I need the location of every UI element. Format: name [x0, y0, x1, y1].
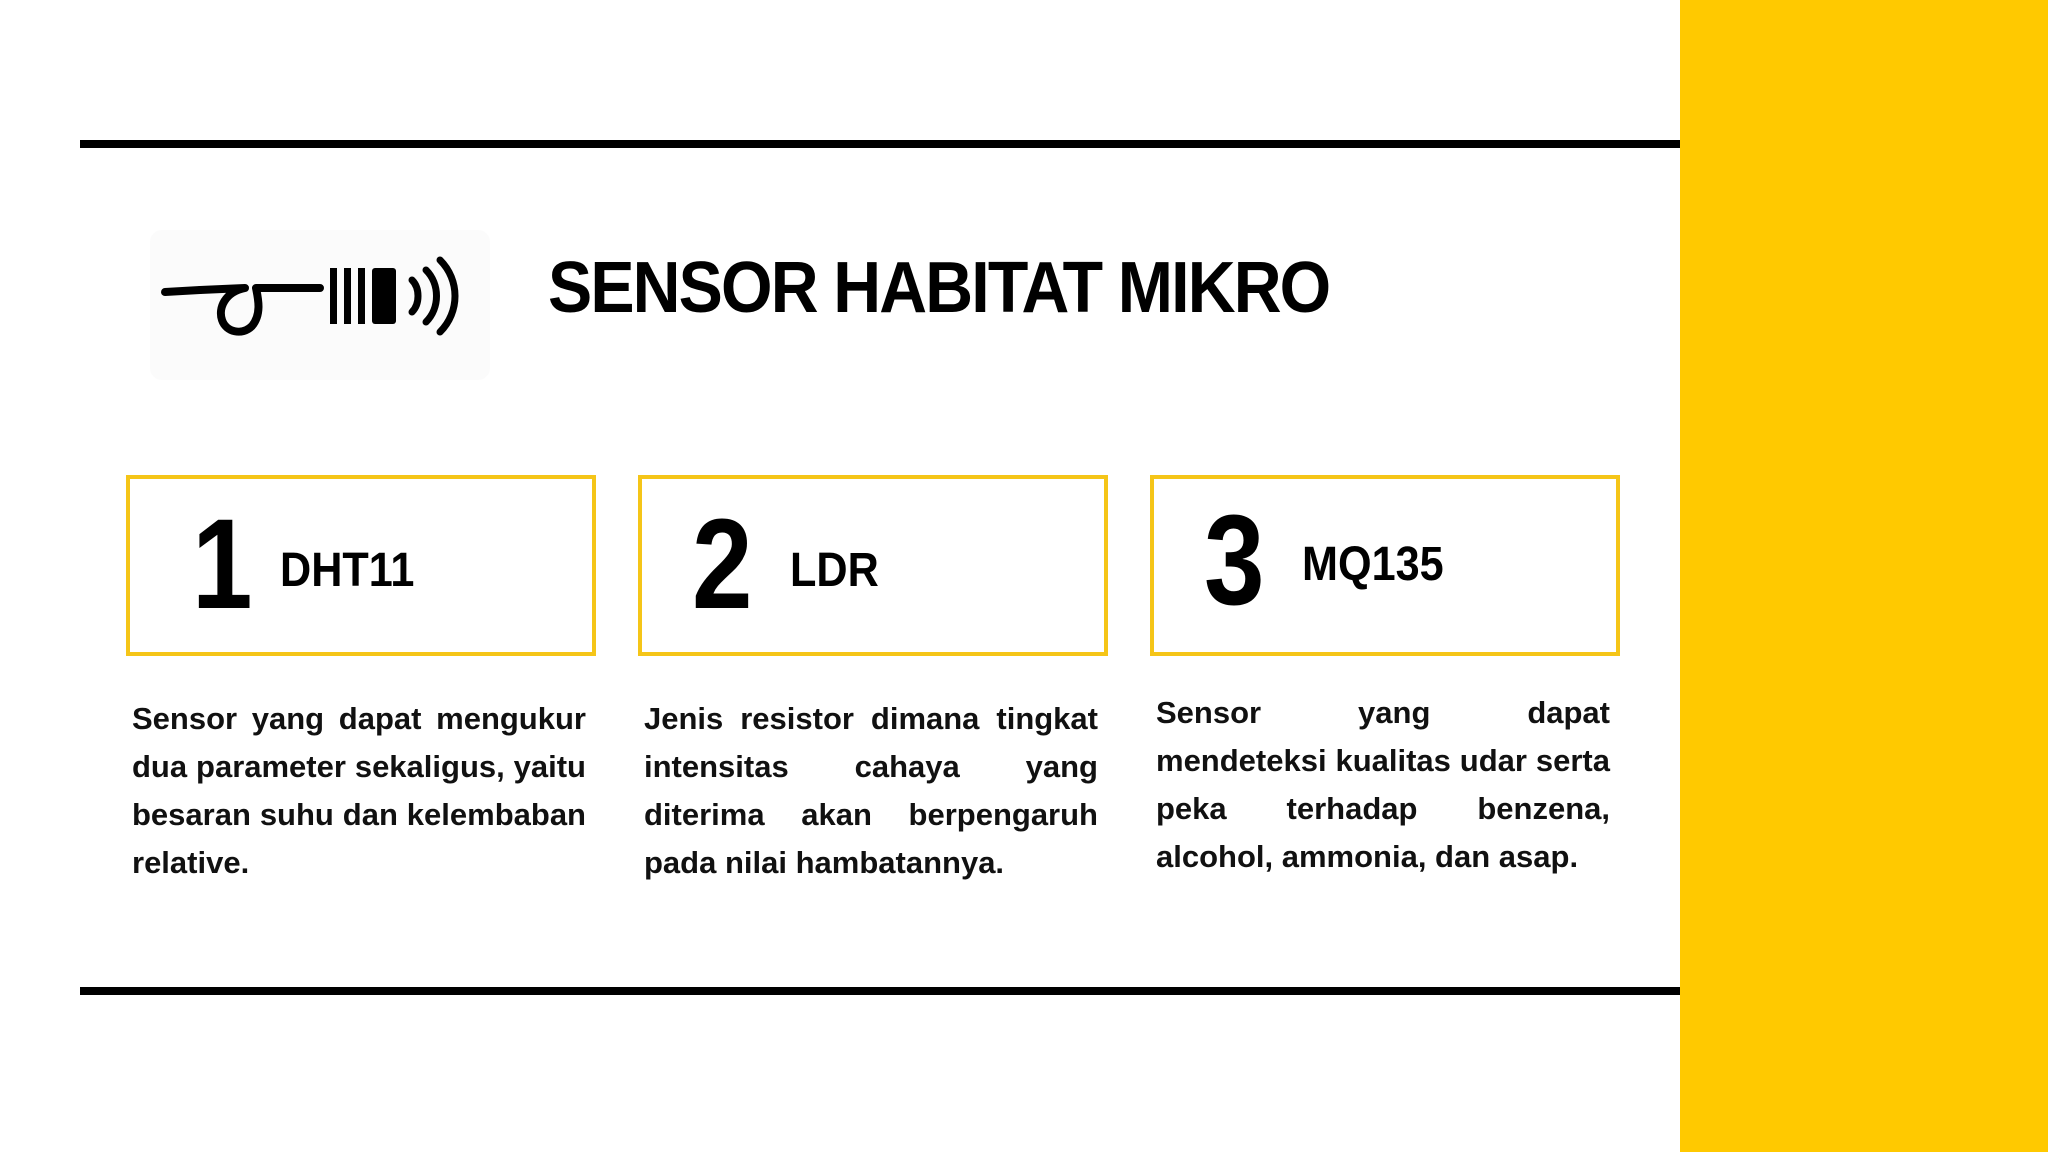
- sensor-signal-icon: [150, 230, 490, 380]
- card-sensor-name: MQ135: [1302, 538, 1444, 591]
- sensor-card-ldr: [638, 475, 1108, 656]
- sensor-description-dht11: Sensor yang dapat mengukur dua parameter sekaligus, yaitu besaran suhu dan kelembaban relative.: [132, 701, 586, 880]
- card-number: 1: [192, 493, 253, 636]
- sensor-card-dht11: [126, 475, 596, 656]
- top-divider: [80, 140, 1680, 148]
- sensor-card-mq135: [1150, 475, 1620, 656]
- card-number: 2: [692, 493, 753, 636]
- bottom-divider: [80, 987, 1680, 995]
- page-title: SENSOR HABITAT MIKRO: [548, 248, 1330, 328]
- card-number: 3: [1204, 489, 1265, 632]
- yellow-side-band: [1680, 0, 2048, 1152]
- card-sensor-name: DHT11: [280, 544, 415, 597]
- card-sensor-name: LDR: [790, 544, 879, 597]
- sensor-description-ldr: Jenis resistor dimana tingkat intensitas cahaya yang diterima akan berpengaruh pada nilai hambatannya.: [644, 701, 1098, 880]
- sensor-description-mq135: Sensor yang dapat mendeteksi kualitas udar serta peka terhadap benzena, alcohol, ammonia, dan asap.: [1156, 695, 1610, 874]
